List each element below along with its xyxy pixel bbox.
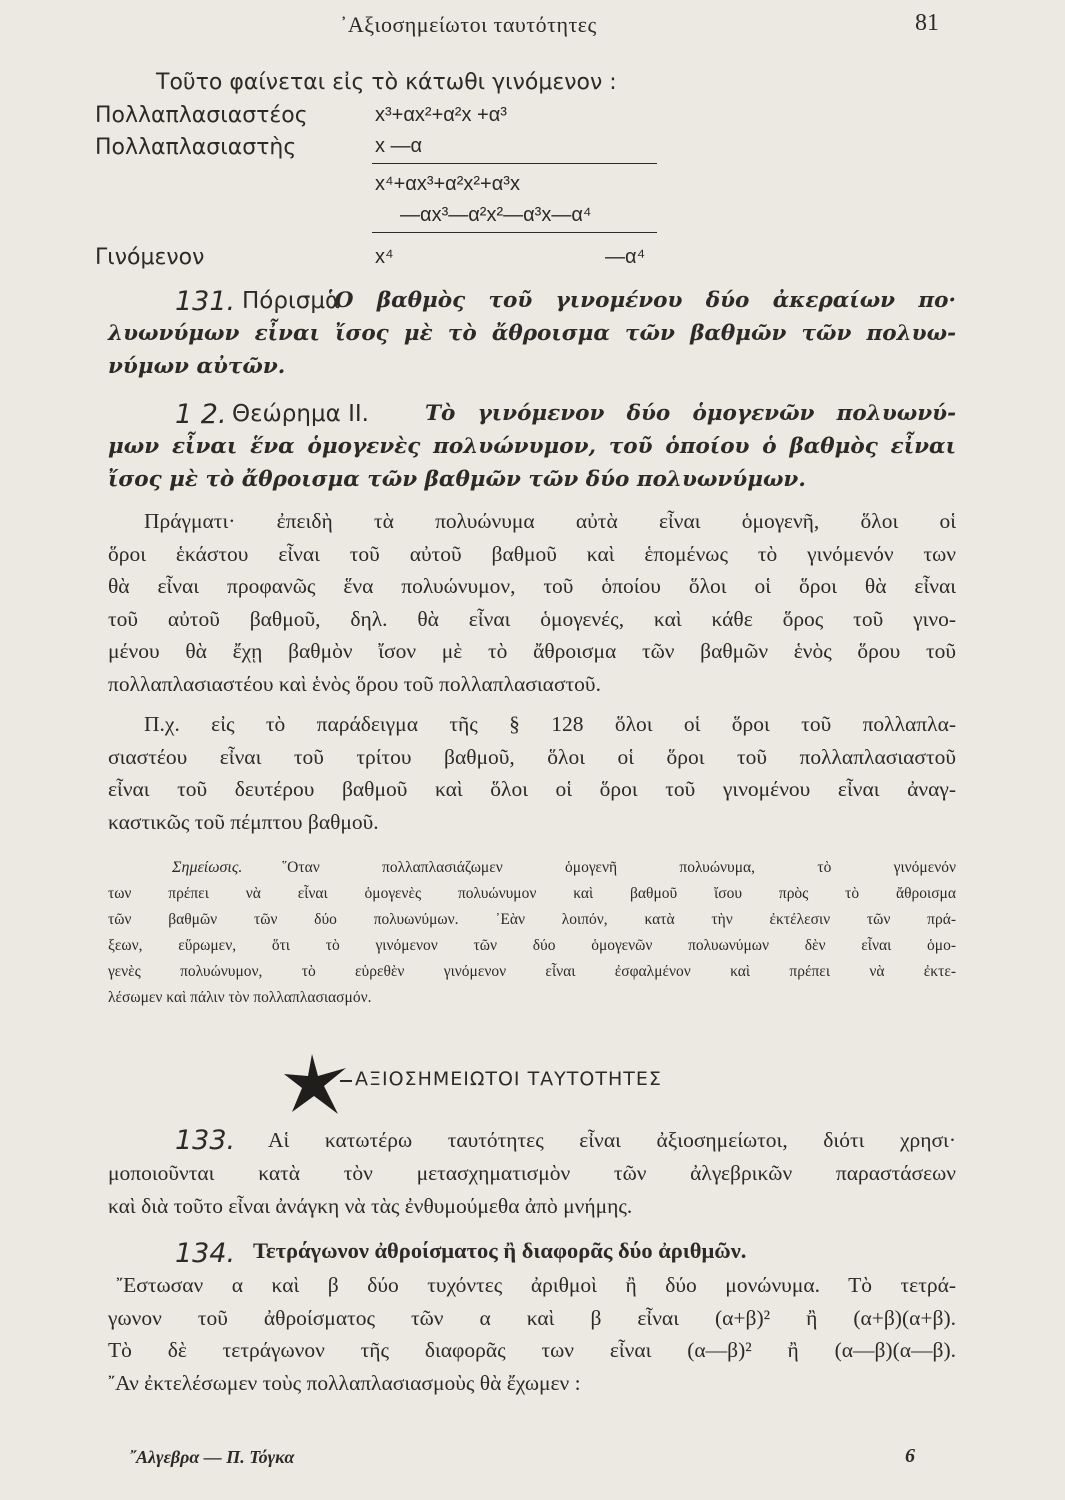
text-line: ῎Αν ἐκτελέσωμεν τοὺς πολλαπλασιασμοὺς θὰ ἔχωμεν : xyxy=(108,1370,581,1395)
heading-dash xyxy=(340,1080,352,1082)
text-line: τῶν βαθμῶν τῶν δύο πολυωνύμων. ᾿Εὰν λοιπόν, κατὰ τὴν ἐκτέλεσιν τῶν πρά- xyxy=(108,911,956,928)
product-label: Γινόμενον xyxy=(95,245,205,270)
text-line: καὶ διὰ τοῦτο εἶναι ἀνάγκη νὰ τὰς ἐνθυμούμεθα ἀπὸ μνήμης. xyxy=(108,1193,633,1218)
section-132-heading: Θεώρημα II. xyxy=(232,401,369,427)
text-line: γωνον τοῦ ἀθροίσματος τῶν α καὶ β εἶναι (α+β)² ἢ (α+β)(α+β). xyxy=(108,1305,956,1330)
note-label: Σημείωσις. xyxy=(172,859,243,876)
section-133-first-line xyxy=(268,1124,956,1157)
text-line: των πρέπει νὰ εἶναι ὁμογενὲς πολυώνυμον καὶ βαθμοῦ ἴσου πρὸς τὸ ἄθροισμα xyxy=(108,885,956,902)
text-line: νύμων αὐτῶν. xyxy=(108,353,286,379)
product-right-term: —α⁴ xyxy=(605,246,646,268)
text-line: ξεων, εὕρωμεν, ὅτι τὸ γινόμενον τῶν δύο ὁμογενῶν πολυωνύμων δὲν εἶναι ὁμο- xyxy=(108,937,956,954)
intro-line: Τοῦτο φαίνεται εἰς τὸ κάτωθι γινόμενον : xyxy=(156,70,617,95)
text-line: καστικῶς τοῦ πέμπτου βαθμοῦ. xyxy=(108,809,379,834)
section-132-number: 1 2. xyxy=(175,399,227,430)
text-line: γενὲς πολυώνυμον, τὸ εὑρεθὲν γινόμενον εἶναι ἐσφαλμένον καὶ πρέπει νὰ ἐκτε- xyxy=(108,963,956,980)
example-paragraph xyxy=(108,708,956,838)
partial-product-2: —αx³—α²x²—α³x—α⁴ xyxy=(400,204,592,226)
running-header: ᾿Αξιοσημείωτοι ταυτότητες xyxy=(340,12,597,37)
section-heading: ΑΞΙΟΣΗΜΕΙΩΤΟΙ ΤΑΥΤΟΤΗΤΕΣ xyxy=(355,1068,662,1090)
text-line: ῾Ο βαθμὸς τοῦ γινομένου δύο ἀκεραίων πο· xyxy=(324,288,956,313)
text-line: ῎Εστωσαν α καὶ β δύο τυχόντες ἀριθμοὶ ἢ δύο μονώνυμα. Τὸ τετρά- xyxy=(116,1273,956,1297)
text-line: μένου θὰ ἔχῃ βαθμὸν ἴσον μὲ τὸ ἄθροισμα τῶν βαθμῶν ἑνὸς ὅρου τοῦ xyxy=(108,639,956,663)
text-line: τοῦ αὐτοῦ βαθμοῦ, δηλ. θὰ εἶναι ὁμογενές, καὶ κάθε ὅρος τοῦ γινο- xyxy=(108,606,956,631)
text-line: Τὸ δὲ τετράγωνον τῆς διαφορᾶς των εἶναι (α—β)² ἢ (α—β)(α—β). xyxy=(108,1338,956,1362)
note-body xyxy=(108,881,956,1011)
proof-paragraph xyxy=(108,505,956,700)
section-133-number: 133. xyxy=(175,1125,236,1156)
section-131-number: 131. xyxy=(175,286,236,317)
section-134-number: 134. xyxy=(175,1238,236,1269)
footer-signature-number: 6 xyxy=(905,1445,915,1467)
section-132-first-line xyxy=(425,398,956,431)
section-132-body xyxy=(108,431,956,496)
note-first-line xyxy=(282,855,956,881)
multiplier-label: Πολλαπλασιαστὴς xyxy=(95,135,297,160)
multiplication-rule-1 xyxy=(372,163,657,164)
text-line: εἶναι τοῦ δευτέρου βαθμοῦ καὶ ὅλοι οἱ ὅροι τοῦ γινομένου εἶναι ἀναγ- xyxy=(108,777,956,801)
multiplicand-label: Πολλαπλασιαστέος xyxy=(95,103,308,128)
text-line: λέσωμεν καὶ πάλιν τὸν πολλαπλασιασμόν. xyxy=(108,989,372,1006)
text-line: Τὸ γινόμενον δύο ὁμογενῶν πολυωνύ- xyxy=(425,401,956,426)
text-line: Αἱ κατωτέρω ταυτότητες εἶναι ἀξιοσημείωτοι, διότι χρησι· xyxy=(268,1128,956,1152)
text-line: ῞Οταν πολλαπλασιάζωμεν ὁμογενῆ πολυώνυμα, τὸ γινόμενόν xyxy=(282,859,956,876)
text-line: Π.χ. εἰς τὸ παράδειγμα τῆς § 128 ὅλοι οἱ ὅροι τοῦ πολλαπλα- xyxy=(144,712,956,736)
text-line: θὰ εἶναι προφανῶς ἕνα πολυώνυμον, τοῦ ὁποίου ὅλοι οἱ ὅροι θὰ εἶναι xyxy=(108,574,956,598)
section-134-body xyxy=(108,1269,956,1399)
section-131-heading: Πόρισμα xyxy=(242,288,341,314)
multiplier-expression: x —α xyxy=(375,135,423,157)
partial-product-1: x⁴+αx³+α²x²+α³x xyxy=(375,173,520,195)
text-line: μων εἶναι ἕνα ὁμογενὲς πολυώνυμον, τοῦ ὁποίου ὁ βαθμὸς εἶναι xyxy=(108,434,956,459)
page-number: 81 xyxy=(915,10,939,36)
multiplication-rule-2 xyxy=(372,232,657,233)
text-line: πολλαπλασιαστέου καὶ ἑνὸς ὅρου τοῦ πολλαπλασιαστοῦ. xyxy=(108,671,601,696)
section-131-first-line xyxy=(324,285,956,318)
star-icon xyxy=(282,1052,352,1118)
section-134-heading: Τετράγωνον ἀθροίσματος ἢ διαφορᾶς δύο ἀριθμῶν. xyxy=(253,1238,747,1263)
product-left-term: x⁴ xyxy=(375,246,394,268)
section-131-body xyxy=(108,318,956,383)
footer-book-title: ῎Αλγεβρα — Π. Τόγκα xyxy=(130,1447,295,1467)
text-line: λυωνύμων εἶναι ἴσος μὲ τὸ ἄθροισμα τῶν βαθμῶν τῶν πολυω- xyxy=(108,321,956,346)
text-line: μοποιοῦνται κατὰ τὸν μετασχηματισμὸν τῶν ἀλγεβρικῶν παραστάσεων xyxy=(108,1161,956,1185)
text-line: Πράγματι· ἐπειδὴ τὰ πολυώνυμα αὐτὰ εἶναι ὁμογενῆ, ὅλοι οἱ xyxy=(144,509,956,533)
section-133-body xyxy=(108,1157,956,1222)
text-line: ἴσος μὲ τὸ ἄθροισμα τῶν βαθμῶν τῶν δύο πολυωνύμων. xyxy=(108,466,806,492)
text-line: σιαστέου εἶναι τοῦ τρίτου βαθμοῦ, ὅλοι οἱ ὅροι τοῦ πολλαπλασιαστοῦ xyxy=(108,744,956,769)
text-line: ὅροι ἑκάστου εἶναι τοῦ αὐτοῦ βαθμοῦ καὶ ἑπομένως τὸ γινόμενόν των xyxy=(108,541,956,566)
multiplicand-expression: x³+αx²+α²x +α³ xyxy=(375,104,507,126)
